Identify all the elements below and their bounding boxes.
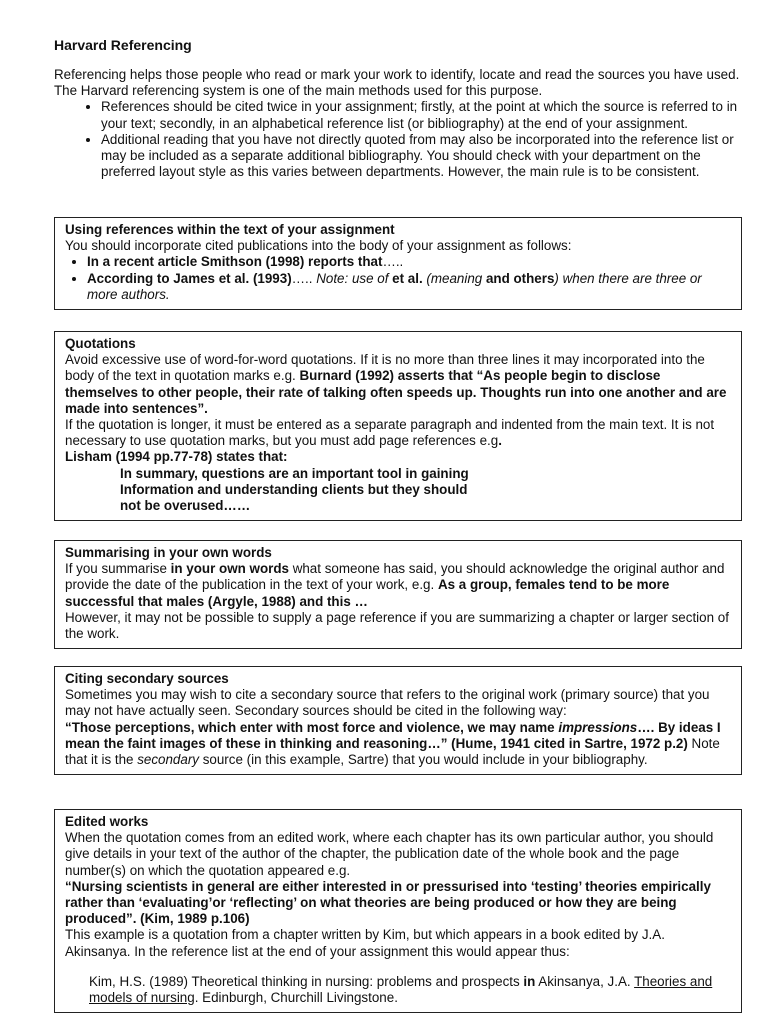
section-text <box>65 352 731 417</box>
quote-bold: Burnard (1992) asserts that “As people begin to disclose themselves to other people, their rate of talking often speeds up. Thoughts run into one another and are made into sentences”. <box>65 368 727 416</box>
example-bold: According to James et al. (1993) <box>87 270 292 286</box>
section-secondary-sources <box>54 666 742 775</box>
section-using-references <box>54 217 742 310</box>
text-bold: in your own words <box>170 561 289 577</box>
section-heading: Using references within the text of your assignment <box>65 222 395 237</box>
section-text <box>65 417 731 449</box>
section-quotations <box>54 331 742 521</box>
quote-italic: impressions <box>558 719 638 735</box>
note-text: Note: use of <box>316 270 393 286</box>
etal-bold: et al. <box>392 270 423 286</box>
intro-bullet-list <box>54 99 744 180</box>
intro-paragraph: Referencing helps those people who read or mark your work to identify, locate and read the sources you have used. The Harvard referencing system is one of the main methods used for this purpose. <box>54 67 740 99</box>
reference-entry <box>65 974 731 1006</box>
lisham-citation <box>65 449 731 465</box>
section-text <box>65 720 731 769</box>
text-run: Avoid excessive use of word-for-word quotations. If it is no more than three lines it may incorporated into the body of the text in quotation marks e.g. <box>65 352 705 384</box>
text-run: If you summarise <box>65 561 171 577</box>
section-text: Sometimes you may wish to cite a secondary source that refers to the original work (primary source) that you may not have actually seen. Secondary sources should be cited in the following way: <box>65 687 710 719</box>
quote-bold: “Nursing scientists in general are either interested in or pressurised into ‘testing’ theories empirically rather than ‘evaluating’or ‘reflecting’ on what theories are being produced or how they are being produced”. (Kim, 1989 p.106) <box>65 878 711 927</box>
section-heading: Edited works <box>65 814 149 829</box>
intro-bullet: • References should be cited twice in your assignment; firstly, at the point at which the source is referred to in your text; secondly, in an alphabetical reference list (or bibliography) at the end of your assignment. <box>101 99 744 131</box>
text-run: Kim, H.S. (1989) Theoretical thinking in nursing: problems and prospects <box>89 973 524 989</box>
intro-bullet: • Additional reading that you have not directly quoted from may also be incorporated into the reference list or may be included as a separate additional bibliography. You should check with your department on the preferred layout style as this varies between departments. However, the main rule is to be consistent. <box>101 132 744 181</box>
section-text <box>65 561 731 610</box>
text-run: source (in this example, Sartre) that you would include in your bibliography. <box>199 752 648 768</box>
example-ellipsis: ….. <box>291 270 317 286</box>
text-run: . Edinburgh, Churchill Livingstone. <box>194 990 398 1006</box>
example-item <box>87 254 731 270</box>
section-text: You should incorporate cited publications into the body of your assignment as follows: <box>65 238 572 254</box>
indented-quote-line: not be overused…… <box>120 498 251 514</box>
quote-bold: “Those perceptions, which enter with most force and violence, we may name <box>65 719 559 735</box>
section-heading: Summarising in your own words <box>65 545 272 560</box>
text-italic: secondary <box>137 752 199 768</box>
section-heading: Quotations <box>65 336 136 351</box>
example-list <box>65 254 731 303</box>
text-bold: in <box>523 973 536 989</box>
text-run: Akinsanya, J.A. <box>535 973 635 989</box>
example-item <box>87 271 731 303</box>
text-run: Note that it is the <box>65 735 720 768</box>
section-edited-works <box>54 809 742 1013</box>
others-bold: and others <box>485 270 555 286</box>
example-bold: In a recent article Smithson (1998) reports that <box>87 254 383 270</box>
section-text: However, it may not be possible to supply a page reference if you are summarizing a chapter or larger section of the work. <box>65 609 729 642</box>
text-run: If the quotation is longer, it must be entered as a separate paragraph and indented from the main text. It is not necessary to use quotation marks, but you must add page references e.g <box>65 417 715 449</box>
page-title: Harvard Referencing <box>54 37 192 53</box>
text-run: what someone has said, you should acknowledge the original author and provide the date of the publication in the text of your work, e.g. <box>65 561 725 593</box>
intro-section <box>54 67 744 180</box>
example-tail: ….. <box>382 254 404 270</box>
text-run: . <box>498 433 502 449</box>
indented-quote-line: Information and understanding clients but they should <box>120 481 468 497</box>
indented-quote-line: In summary, questions are an important tool in gaining <box>120 465 469 481</box>
section-text: When the quotation comes from an edited work, where each chapter has its own particular author, you should give details in your text of the author of the chapter, the publication date of the whole book and the page number(s) on which the quotation appeared e.g. <box>65 830 714 878</box>
note-text: (meaning <box>422 270 486 286</box>
note-text: ) when there are three or more authors. <box>87 270 702 302</box>
quote-bold: …. By ideas I mean the faint images of these in thinking and reasoning…” (Hume, 1941 cited in Sartre, 1972 p.2) <box>65 719 721 751</box>
citation-bold: Lisham (1994 pp.77-78) states that: <box>65 449 288 465</box>
example-bold: As a group, females tend to be more successful that males (Argyle, 1988) and this … <box>65 577 670 609</box>
section-text: This example is a quotation from a chapter written by Kim, but which appears in a book edited by J.A. Akinsanya. In the reference list at the end of your assignment this would appear thus: <box>65 927 665 959</box>
section-text <box>65 879 731 928</box>
section-heading: Citing secondary sources <box>65 671 229 686</box>
section-summarising <box>54 540 742 649</box>
book-title: Theories and models of nursing <box>89 973 713 1006</box>
